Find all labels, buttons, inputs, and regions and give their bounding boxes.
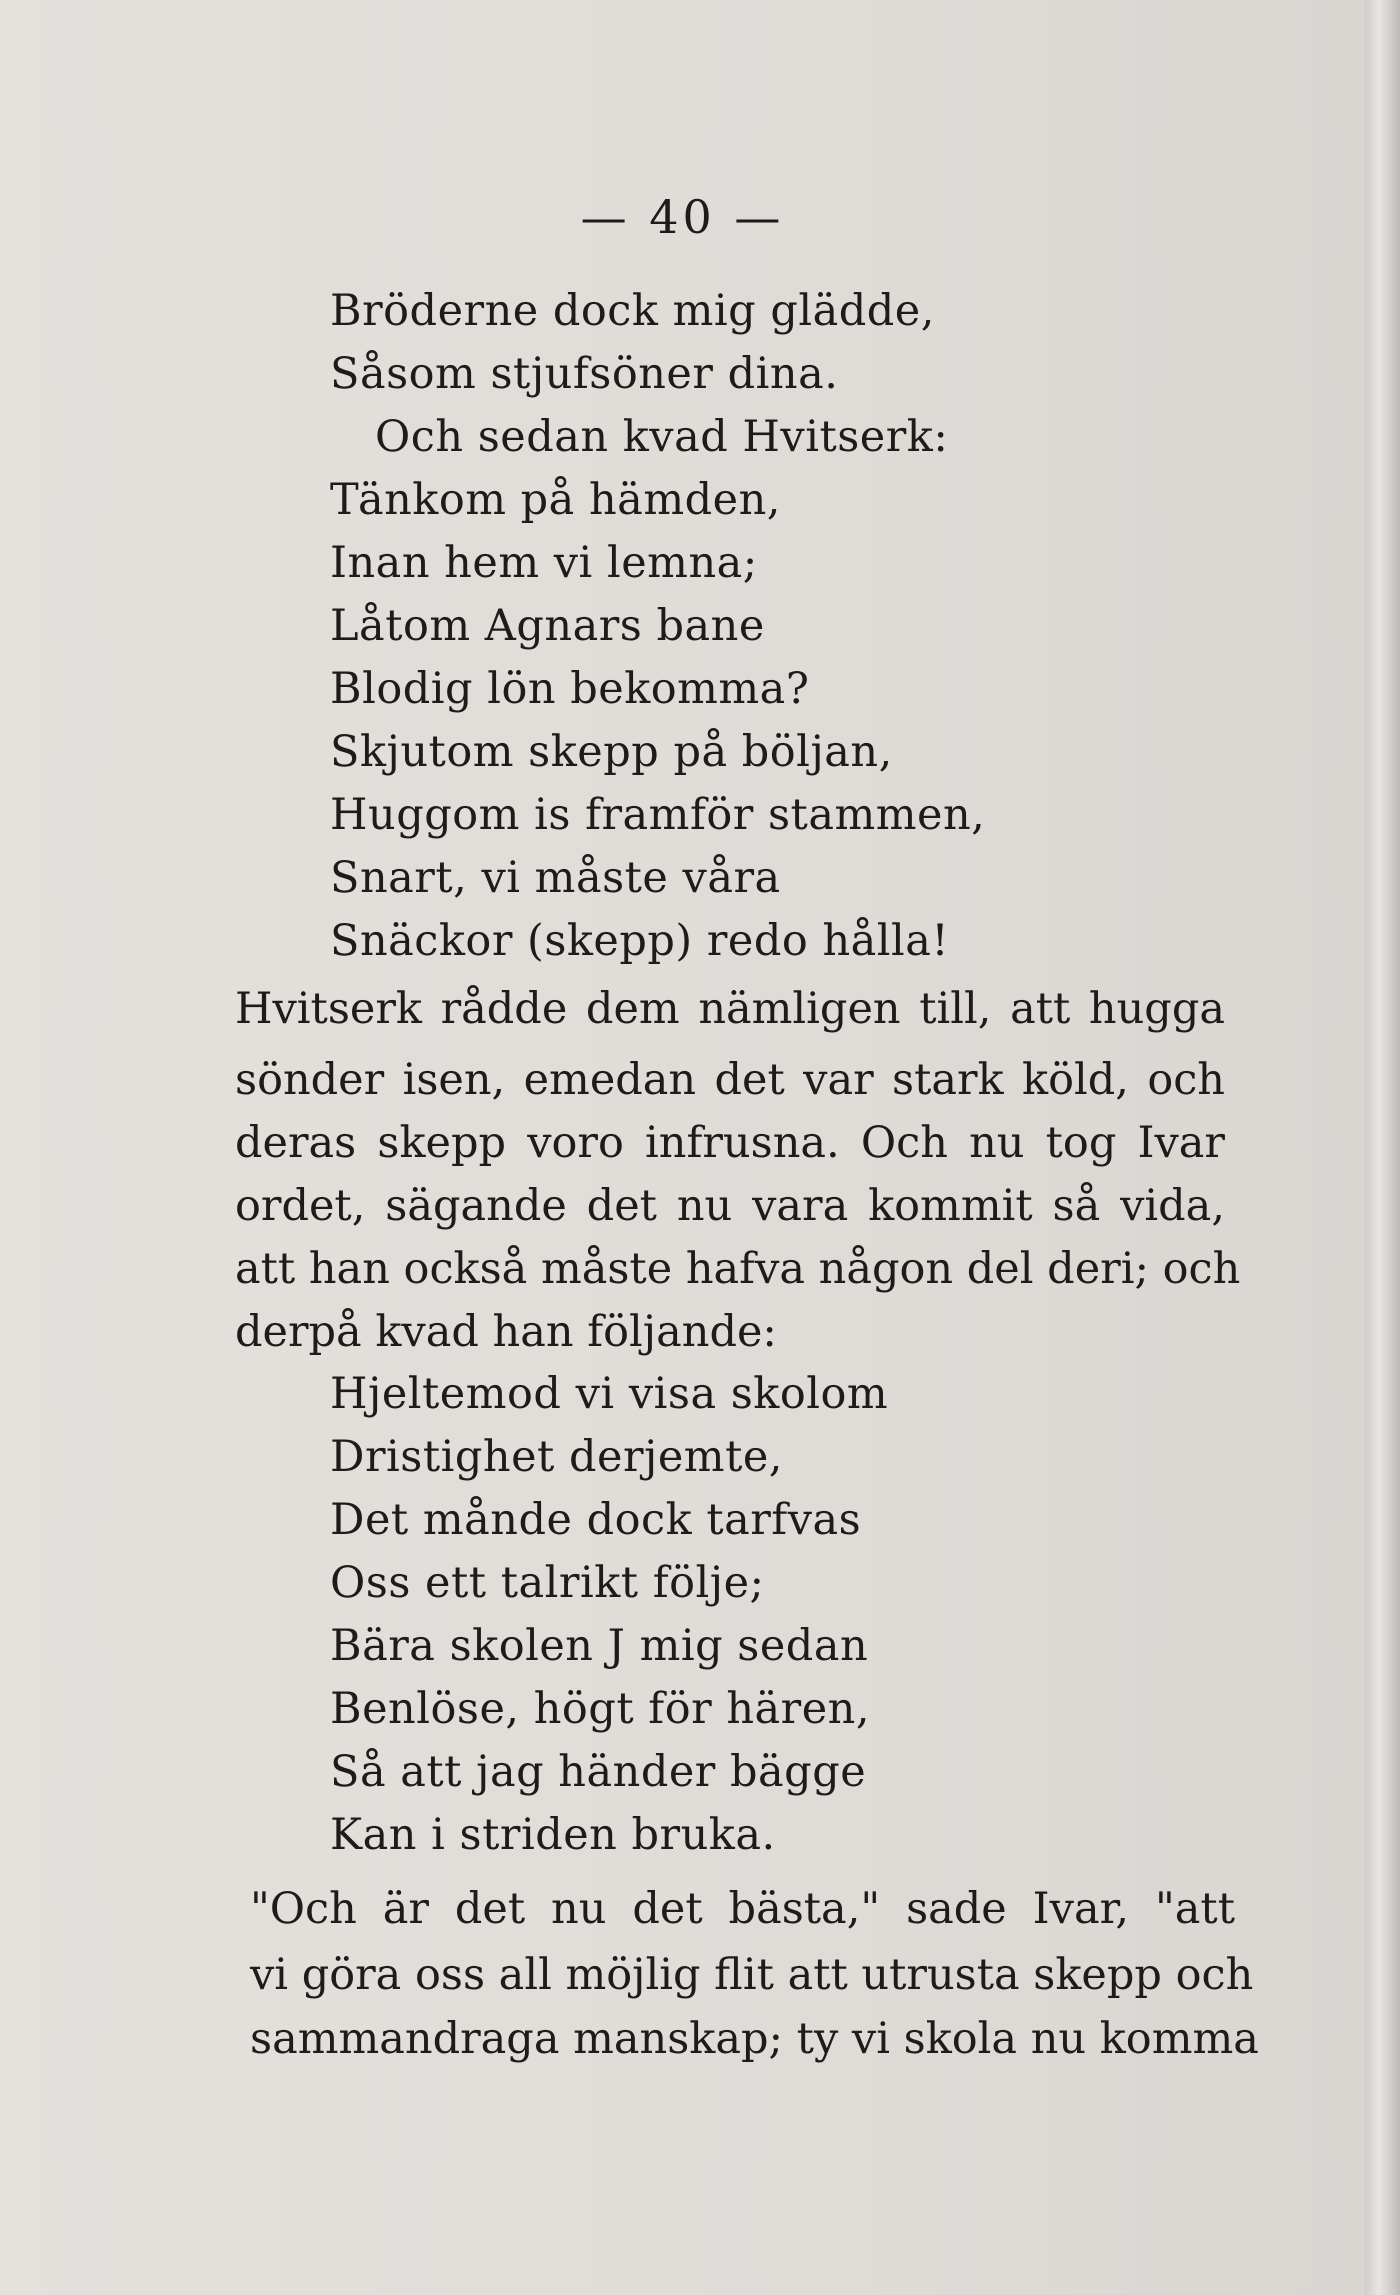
verse-line: Det månde dock tarfvas (330, 1495, 862, 1545)
verse-line: Snäckor (skepp) redo hålla! (330, 916, 950, 966)
prose-line: derpå kvad han följande: (235, 1307, 777, 1357)
prose-line: "Och är det nu det bästa," sade Ivar, "att (250, 1884, 1235, 1934)
verse-line: Inan hem vi lemna; (330, 538, 758, 588)
verse-line: Så att jag händer bägge (330, 1747, 867, 1797)
verse-line: Såsom stjufsöner dina. (330, 349, 839, 399)
page-number: — 40 — (580, 190, 785, 244)
verse-line: Snart, vi måste våra (330, 853, 781, 903)
verse-line: Låtom Agnars bane (330, 601, 765, 651)
verse-line: Skjutom skepp på böljan, (330, 727, 893, 777)
prose-line: deras skepp voro infrusna. Och nu tog Ivar (235, 1118, 1225, 1168)
prose-line: vi göra oss all möjlig flit att utrusta skepp och (250, 1950, 1254, 2000)
verse-line: Kan i striden bruka. (330, 1810, 776, 1860)
verse-line: Benlöse, högt för hären, (330, 1684, 871, 1734)
verse-line: Bära skolen J mig sedan (330, 1621, 869, 1671)
verse-line: Huggom is framför stammen, (330, 790, 986, 840)
prose-line: att han också måste hafva någon del deri; och (235, 1244, 1241, 1294)
verse-line: Tänkom på hämden, (330, 475, 781, 525)
verse-line: Oss ett talrikt följe; (330, 1558, 765, 1608)
prose-line: sammandraga manskap; ty vi skola nu komma (250, 2014, 1259, 2064)
verse-line: Dristighet derjemte, (330, 1432, 783, 1482)
verse-line: Och sedan kvad Hvitserk: (375, 412, 949, 462)
verse-line: Blodig lön bekomma? (330, 664, 810, 714)
prose-line: ordet, sägande det nu vara kommit så vida, (235, 1181, 1225, 1231)
verse-line: Hjeltemod vi visa skolom (330, 1369, 889, 1419)
verse-line: Bröderne dock mig glädde, (330, 286, 935, 336)
prose-line: Hvitserk rådde dem nämligen till, att hugga (235, 984, 1225, 1034)
prose-line: sönder isen, emedan det var stark köld, och (235, 1055, 1225, 1105)
page-edge (1365, 0, 1400, 2295)
